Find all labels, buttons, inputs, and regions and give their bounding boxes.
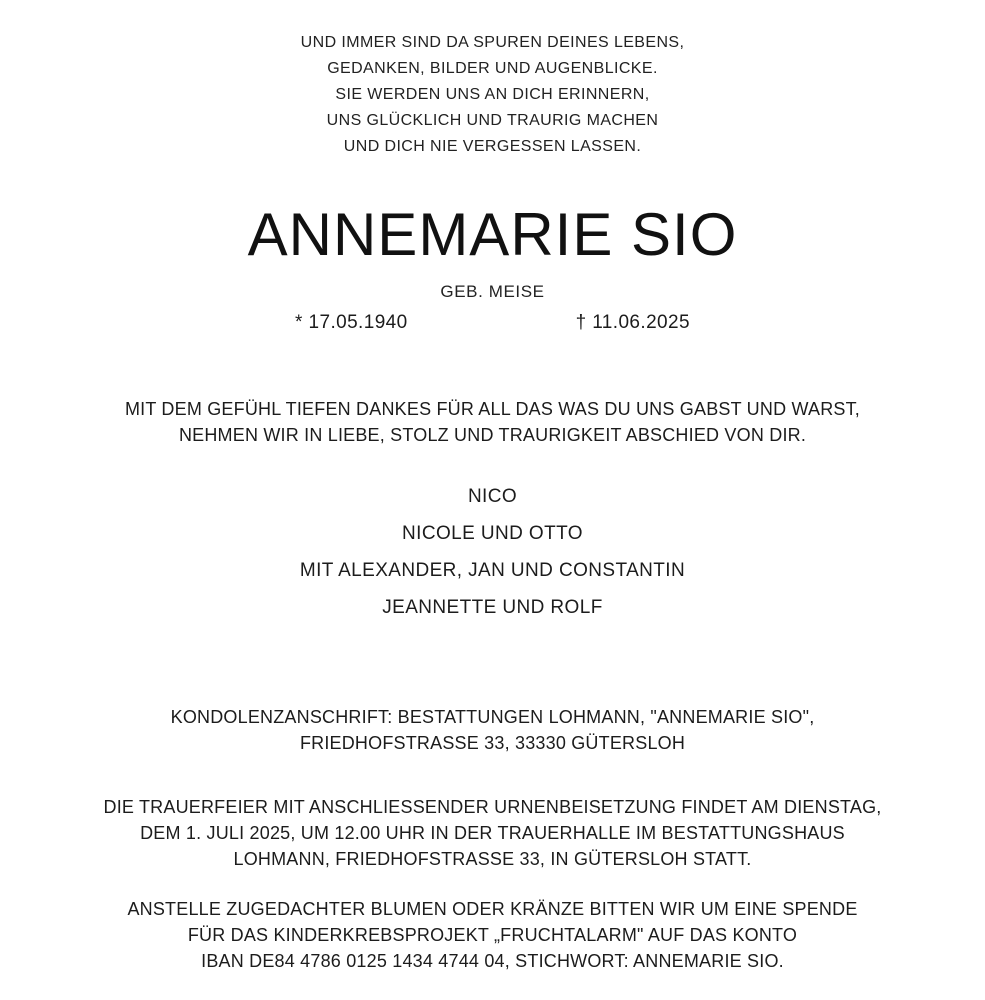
memorial-verse: [0, 0, 985, 160]
donation-line: IBAN DE84 4786 0125 1434 4744 04, STICHWORT: ANNEMARIE SIO.: [201, 951, 784, 971]
funeral-line: DEM 1. JULI 2025, UM 12.00 UHR IN DER TRAUERHALLE IM BESTATTUNGSHAUS: [140, 823, 845, 843]
verse-line: SIE WERDEN UNS AN DICH ERINNERN,: [335, 86, 650, 103]
birth-date: * 17.05.1940: [295, 312, 408, 333]
verse-line: GEDANKEN, BILDER UND AUGENBLICKE.: [327, 60, 658, 77]
funeral-line: LOHMANN, FRIEDHOFSTRASSE 33, IN GÜTERSLOH STATT.: [233, 849, 752, 869]
mourner-line: NICOLE UND OTTO: [402, 523, 583, 544]
donation-request: [0, 896, 985, 974]
verse-line: UND DICH NIE VERGESSEN LASSEN.: [343, 138, 642, 155]
mourner-line: NICO: [467, 486, 518, 507]
farewell-line: MIT DEM GEFÜHL TIEFEN DANKES FÜR ALL DAS WAS DU UNS GABST UND WARST,: [124, 399, 861, 419]
funeral-details: [0, 794, 985, 872]
funeral-line: DIE TRAUERFEIER MIT ANSCHLIESSENDER URNENBEISETZUNG FINDET AM DIENSTAG,: [103, 797, 882, 817]
condolence-address: [0, 704, 985, 756]
condolence-line: FRIEDHOFSTRASSE 33, 33330 GÜTERSLOH: [299, 733, 686, 753]
farewell-line: NEHMEN WIR IN LIEBE, STOLZ UND TRAURIGKEIT ABSCHIED VON DIR.: [178, 425, 807, 445]
farewell-paragraph: [0, 396, 985, 448]
life-dates: [0, 312, 985, 334]
death-date: † 11.06.2025: [575, 312, 690, 333]
condolence-line: KONDOLENZANSCHRIFT: BESTATTUNGEN LOHMANN, "ANNEMARIE SIO",: [170, 707, 815, 727]
deceased-birth-name: GEB. MEISE: [440, 282, 545, 301]
mourner-line: MIT ALEXANDER, JAN UND CONSTANTIN: [299, 560, 686, 581]
donation-line: ANSTELLE ZUGEDACHTER BLUMEN ODER KRÄNZE BITTEN WIR UM EINE SPENDE: [127, 899, 858, 919]
donation-line: FÜR DAS KINDERKREBSPROJEKT „FRUCHTALARM" AUF DAS KONTO: [187, 925, 798, 945]
mourners-list: [0, 478, 985, 626]
mourner-line: JEANNETTE UND ROLF: [382, 597, 603, 618]
deceased-name: ANNEMARIE SIO: [247, 201, 738, 268]
verse-line: UND IMMER SIND DA SPUREN DEINES LEBENS,: [300, 34, 685, 51]
verse-line: UNS GLÜCKLICH UND TRAURIG MACHEN: [326, 112, 659, 129]
